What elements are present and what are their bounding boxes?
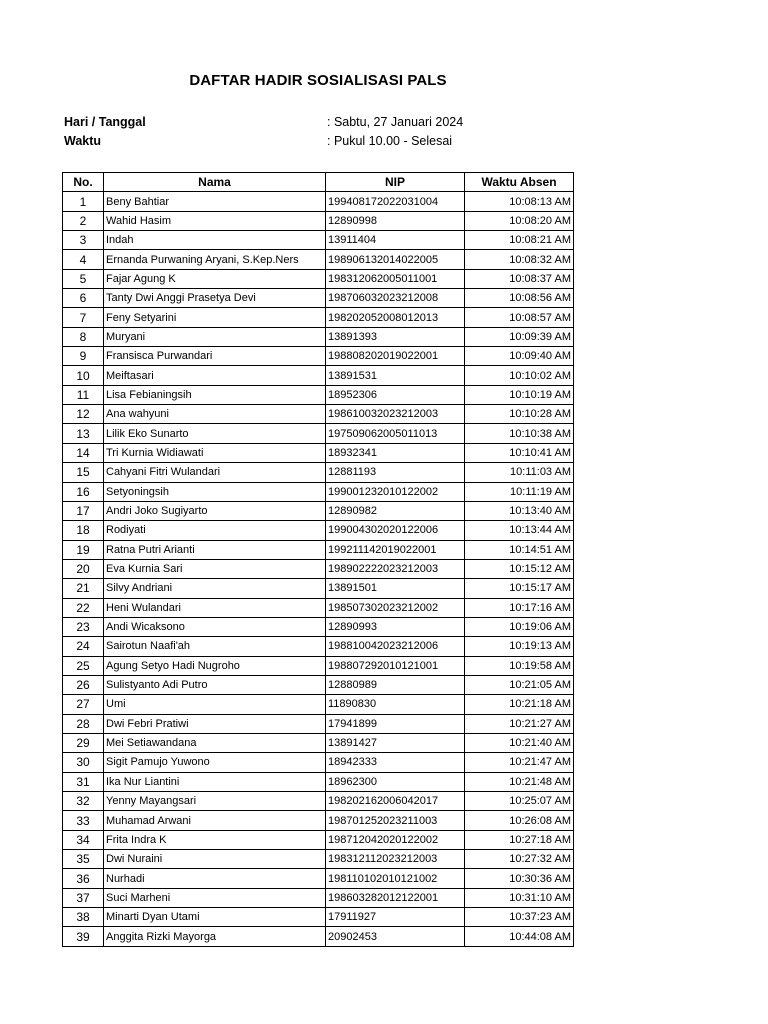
table-row [63, 289, 574, 308]
row-number: 21 [63, 579, 104, 598]
row-waktu-absen: 10:10:38 AM [465, 424, 574, 443]
row-waktu-absen: 10:11:19 AM [465, 482, 574, 501]
row-waktu-absen: 10:30:36 AM [465, 869, 574, 888]
row-nip: 13891427 [326, 733, 465, 752]
row-nama: Muryani [104, 327, 326, 346]
row-number: 8 [63, 327, 104, 346]
table-row [63, 888, 574, 907]
row-waktu-absen: 10:10:28 AM [465, 405, 574, 424]
row-nip: 11890830 [326, 695, 465, 714]
row-nip: 18932341 [326, 443, 465, 462]
table-header-row [63, 173, 574, 192]
row-nama: Suci Marheni [104, 888, 326, 907]
row-nip: 13891393 [326, 327, 465, 346]
row-waktu-absen: 10:21:27 AM [465, 714, 574, 733]
row-nip: 198906132014022005 [326, 250, 465, 269]
row-nama: Cahyani Fitri Wulandari [104, 463, 326, 482]
row-waktu-absen: 10:09:39 AM [465, 327, 574, 346]
row-waktu-absen: 10:11:03 AM [465, 463, 574, 482]
meta-time-label: Waktu [64, 134, 102, 148]
table-row [63, 772, 574, 791]
row-number: 24 [63, 637, 104, 656]
row-nip: 18952306 [326, 385, 465, 404]
row-waktu-absen: 10:13:40 AM [465, 501, 574, 520]
table-row [63, 927, 574, 946]
row-nama: Tanty Dwi Anggi Prasetya Devi [104, 289, 326, 308]
row-waktu-absen: 10:08:37 AM [465, 269, 574, 288]
row-nama: Fajar Agung K [104, 269, 326, 288]
row-nip: 12890982 [326, 501, 465, 520]
table-row [63, 211, 574, 230]
row-nip: 18942333 [326, 753, 465, 772]
row-waktu-absen: 10:14:51 AM [465, 540, 574, 559]
row-number: 35 [63, 850, 104, 869]
row-waktu-absen: 10:19:58 AM [465, 656, 574, 675]
row-number: 31 [63, 772, 104, 791]
row-waktu-absen: 10:08:21 AM [465, 231, 574, 250]
row-nama: Rodiyati [104, 521, 326, 540]
row-nama: Indah [104, 231, 326, 250]
table-row [63, 811, 574, 830]
row-number: 19 [63, 540, 104, 559]
row-nama: Meiftasari [104, 366, 326, 385]
row-nama: Ratna Putri Arianti [104, 540, 326, 559]
row-number: 5 [63, 269, 104, 288]
table-row [63, 347, 574, 366]
row-number: 33 [63, 811, 104, 830]
row-waktu-absen: 10:08:56 AM [465, 289, 574, 308]
row-nip: 12881193 [326, 463, 465, 482]
row-nama: Mei Setiawandana [104, 733, 326, 752]
table-row [63, 792, 574, 811]
table-row [63, 501, 574, 520]
row-nama: Silvy Andriani [104, 579, 326, 598]
row-number: 37 [63, 888, 104, 907]
row-number: 16 [63, 482, 104, 501]
row-number: 34 [63, 830, 104, 849]
row-number: 20 [63, 559, 104, 578]
row-nip: 198603282012122001 [326, 888, 465, 907]
table-row [63, 579, 574, 598]
table-row [63, 598, 574, 617]
row-waktu-absen: 10:44:08 AM [465, 927, 574, 946]
row-number: 27 [63, 695, 104, 714]
row-waktu-absen: 10:09:40 AM [465, 347, 574, 366]
row-number: 32 [63, 792, 104, 811]
row-nip: 198312112023212003 [326, 850, 465, 869]
row-nip: 198701252023211003 [326, 811, 465, 830]
row-nip: 198610032023212003 [326, 405, 465, 424]
row-nip: 12890993 [326, 617, 465, 636]
row-nip: 198312062005011001 [326, 269, 465, 288]
row-nip: 12890998 [326, 211, 465, 230]
table-row [63, 443, 574, 462]
row-number: 15 [63, 463, 104, 482]
document-title: DAFTAR HADIR SOSIALISASI PALS [189, 72, 447, 89]
row-waktu-absen: 10:21:05 AM [465, 675, 574, 694]
row-number: 3 [63, 231, 104, 250]
row-nip: 17911927 [326, 908, 465, 927]
row-number: 29 [63, 733, 104, 752]
table-row [63, 908, 574, 927]
row-nip: 199001232010122002 [326, 482, 465, 501]
table-row [63, 540, 574, 559]
table-row [63, 869, 574, 888]
table-row [63, 405, 574, 424]
row-number: 10 [63, 366, 104, 385]
row-number: 18 [63, 521, 104, 540]
row-nip: 13911404 [326, 231, 465, 250]
row-nip: 198808202019022001 [326, 347, 465, 366]
row-waktu-absen: 10:08:57 AM [465, 308, 574, 327]
row-nama: Anggita Rizki Mayorga [104, 927, 326, 946]
row-nama: Dwi Nuraini [104, 850, 326, 869]
row-waktu-absen: 10:21:47 AM [465, 753, 574, 772]
row-nip: 198706032023212008 [326, 289, 465, 308]
row-number: 11 [63, 385, 104, 404]
row-nama: Umi [104, 695, 326, 714]
row-nip: 18962300 [326, 772, 465, 791]
row-nama: Dwi Febri Pratiwi [104, 714, 326, 733]
table-row [63, 521, 574, 540]
row-waktu-absen: 10:08:20 AM [465, 211, 574, 230]
row-nama: Ernanda Purwaning Aryani, S.Kep.Ners [104, 250, 326, 269]
row-nama: Nurhadi [104, 869, 326, 888]
header-waktu-absen: Waktu Absen [465, 173, 574, 192]
row-nip: 199408172022031004 [326, 192, 465, 211]
row-number: 12 [63, 405, 104, 424]
row-number: 14 [63, 443, 104, 462]
attendance-table [62, 172, 574, 947]
row-nip: 198202162006042017 [326, 792, 465, 811]
row-nip: 198712042020122002 [326, 830, 465, 849]
table-row [63, 753, 574, 772]
header-nama: Nama [104, 173, 326, 192]
row-nip: 198507302023212002 [326, 598, 465, 617]
row-nip: 198807292010121001 [326, 656, 465, 675]
row-nama: Lilik Eko Sunarto [104, 424, 326, 443]
row-nama: Muhamad Arwani [104, 811, 326, 830]
row-number: 1 [63, 192, 104, 211]
table-row [63, 192, 574, 211]
row-waktu-absen: 10:25:07 AM [465, 792, 574, 811]
row-nip: 198110102010121002 [326, 869, 465, 888]
row-nama: Tri Kurnia Widiawati [104, 443, 326, 462]
row-nip: 17941899 [326, 714, 465, 733]
row-nip: 198202052008012013 [326, 308, 465, 327]
row-waktu-absen: 10:08:32 AM [465, 250, 574, 269]
row-nama: Andi Wicaksono [104, 617, 326, 636]
row-nama: Setyoningsih [104, 482, 326, 501]
row-nama: Feny Setyarini [104, 308, 326, 327]
row-waktu-absen: 10:21:48 AM [465, 772, 574, 791]
row-nama: Fransisca Purwandari [104, 347, 326, 366]
row-nama: Heni Wulandari [104, 598, 326, 617]
row-waktu-absen: 10:15:17 AM [465, 579, 574, 598]
row-number: 25 [63, 656, 104, 675]
table-row [63, 424, 574, 443]
row-nip: 198902222023212003 [326, 559, 465, 578]
table-row [63, 250, 574, 269]
row-number: 22 [63, 598, 104, 617]
row-waktu-absen: 10:37:23 AM [465, 908, 574, 927]
table-row [63, 327, 574, 346]
row-nip: 198810042023212006 [326, 637, 465, 656]
row-waktu-absen: 10:10:19 AM [465, 385, 574, 404]
row-nama: Ana wahyuni [104, 405, 326, 424]
row-number: 9 [63, 347, 104, 366]
row-nip: 13891501 [326, 579, 465, 598]
row-waktu-absen: 10:21:18 AM [465, 695, 574, 714]
row-nama: Eva Kurnia Sari [104, 559, 326, 578]
row-nip: 197509062005011013 [326, 424, 465, 443]
row-nama: Lisa Febianingsih [104, 385, 326, 404]
table-row [63, 385, 574, 404]
row-number: 39 [63, 927, 104, 946]
meta-date-value: : Sabtu, 27 Januari 2024 [327, 115, 464, 129]
table-row [63, 850, 574, 869]
row-waktu-absen: 10:15:12 AM [465, 559, 574, 578]
row-number: 2 [63, 211, 104, 230]
row-nip: 12880989 [326, 675, 465, 694]
row-nama: Sulistyanto Adi Putro [104, 675, 326, 694]
row-waktu-absen: 10:10:02 AM [465, 366, 574, 385]
meta-time-value: : Pukul 10.00 - Selesai [327, 134, 453, 148]
table-row [63, 463, 574, 482]
table-row [63, 231, 574, 250]
table-row [63, 675, 574, 694]
row-nip: 199004302020122006 [326, 521, 465, 540]
row-nama: Sairotun Naafi'ah [104, 637, 326, 656]
row-nip: 13891531 [326, 366, 465, 385]
row-waktu-absen: 10:17:16 AM [465, 598, 574, 617]
table-row [63, 637, 574, 656]
row-waktu-absen: 10:27:18 AM [465, 830, 574, 849]
row-number: 26 [63, 675, 104, 694]
row-waktu-absen: 10:13:44 AM [465, 521, 574, 540]
table-row [63, 269, 574, 288]
row-nip: 20902453 [326, 927, 465, 946]
row-waktu-absen: 10:26:08 AM [465, 811, 574, 830]
table-row [63, 830, 574, 849]
row-nama: Minarti Dyan Utami [104, 908, 326, 927]
row-waktu-absen: 10:19:13 AM [465, 637, 574, 656]
row-number: 30 [63, 753, 104, 772]
row-number: 7 [63, 308, 104, 327]
row-nip: 199211142019022001 [326, 540, 465, 559]
row-number: 28 [63, 714, 104, 733]
row-nama: Beny Bahtiar [104, 192, 326, 211]
row-nama: Wahid Hasim [104, 211, 326, 230]
table-row [63, 482, 574, 501]
row-nama: Ika Nur Liantini [104, 772, 326, 791]
table-row [63, 308, 574, 327]
row-number: 13 [63, 424, 104, 443]
header-no: No. [63, 173, 104, 192]
row-number: 36 [63, 869, 104, 888]
table-row [63, 656, 574, 675]
table-row [63, 617, 574, 636]
table-row [63, 559, 574, 578]
row-number: 23 [63, 617, 104, 636]
row-waktu-absen: 10:08:13 AM [465, 192, 574, 211]
row-number: 17 [63, 501, 104, 520]
row-waktu-absen: 10:21:40 AM [465, 733, 574, 752]
row-waktu-absen: 10:19:06 AM [465, 617, 574, 636]
meta-date-label: Hari / Tanggal [64, 115, 146, 129]
row-number: 38 [63, 908, 104, 927]
row-nama: Agung Setyo Hadi Nugroho [104, 656, 326, 675]
row-nama: Frita Indra K [104, 830, 326, 849]
row-number: 6 [63, 289, 104, 308]
row-number: 4 [63, 250, 104, 269]
table-row [63, 695, 574, 714]
row-waktu-absen: 10:10:41 AM [465, 443, 574, 462]
table-row [63, 714, 574, 733]
table-row [63, 366, 574, 385]
row-nama: Andri Joko Sugiyarto [104, 501, 326, 520]
row-waktu-absen: 10:31:10 AM [465, 888, 574, 907]
row-waktu-absen: 10:27:32 AM [465, 850, 574, 869]
table-row [63, 733, 574, 752]
row-nama: Sigit Pamujo Yuwono [104, 753, 326, 772]
header-nip: NIP [326, 173, 465, 192]
row-nama: Yenny Mayangsari [104, 792, 326, 811]
